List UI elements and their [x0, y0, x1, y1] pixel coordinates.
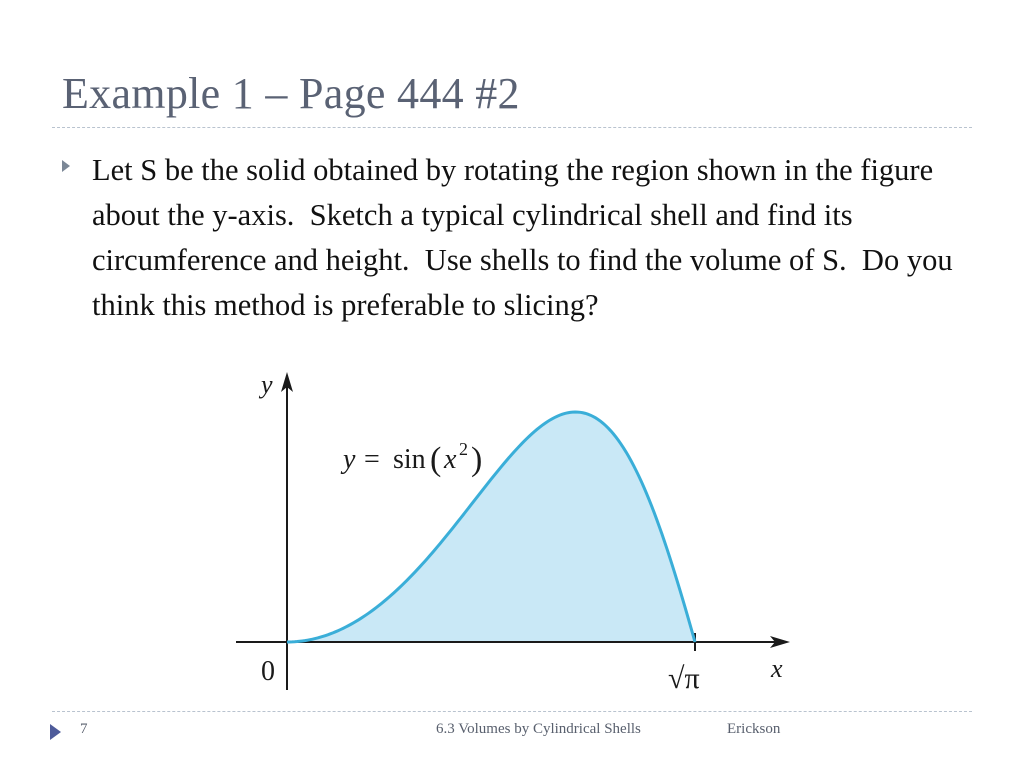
x-axis-label: x — [771, 654, 783, 683]
curve-equation-label — [340, 439, 482, 478]
footer-divider — [52, 711, 972, 712]
footer-arrow-icon — [50, 724, 61, 740]
origin-label: 0 — [261, 656, 275, 687]
equation-rparen: ) — [471, 441, 483, 478]
page-number: 7 — [80, 721, 88, 737]
equation-y: y — [343, 444, 356, 475]
equation-lparen: ( — [430, 441, 442, 478]
bullet-text: Let S be the solid obtained by rotating the region shown in the figure about the y-axis. Sketch a typical cylindrical shell and find its circumference and height. Use shells to find the volume of S. Do you think this method is preferable to slicing? — [92, 153, 953, 322]
footer-author: Erickson — [727, 721, 781, 737]
slide-title: Example 1 – Page 444 #2 — [62, 69, 520, 118]
equation-x: x — [444, 444, 457, 475]
footer-course-title: 6.3 Volumes by Cylindrical Shells — [436, 721, 641, 737]
equation-exponent: 2 — [459, 439, 468, 459]
equation-sin: sin — [393, 444, 426, 475]
sqrt-pi-label: √π — [668, 662, 700, 695]
y-axis-label: y — [261, 370, 273, 399]
equation-equals: = — [364, 444, 380, 475]
